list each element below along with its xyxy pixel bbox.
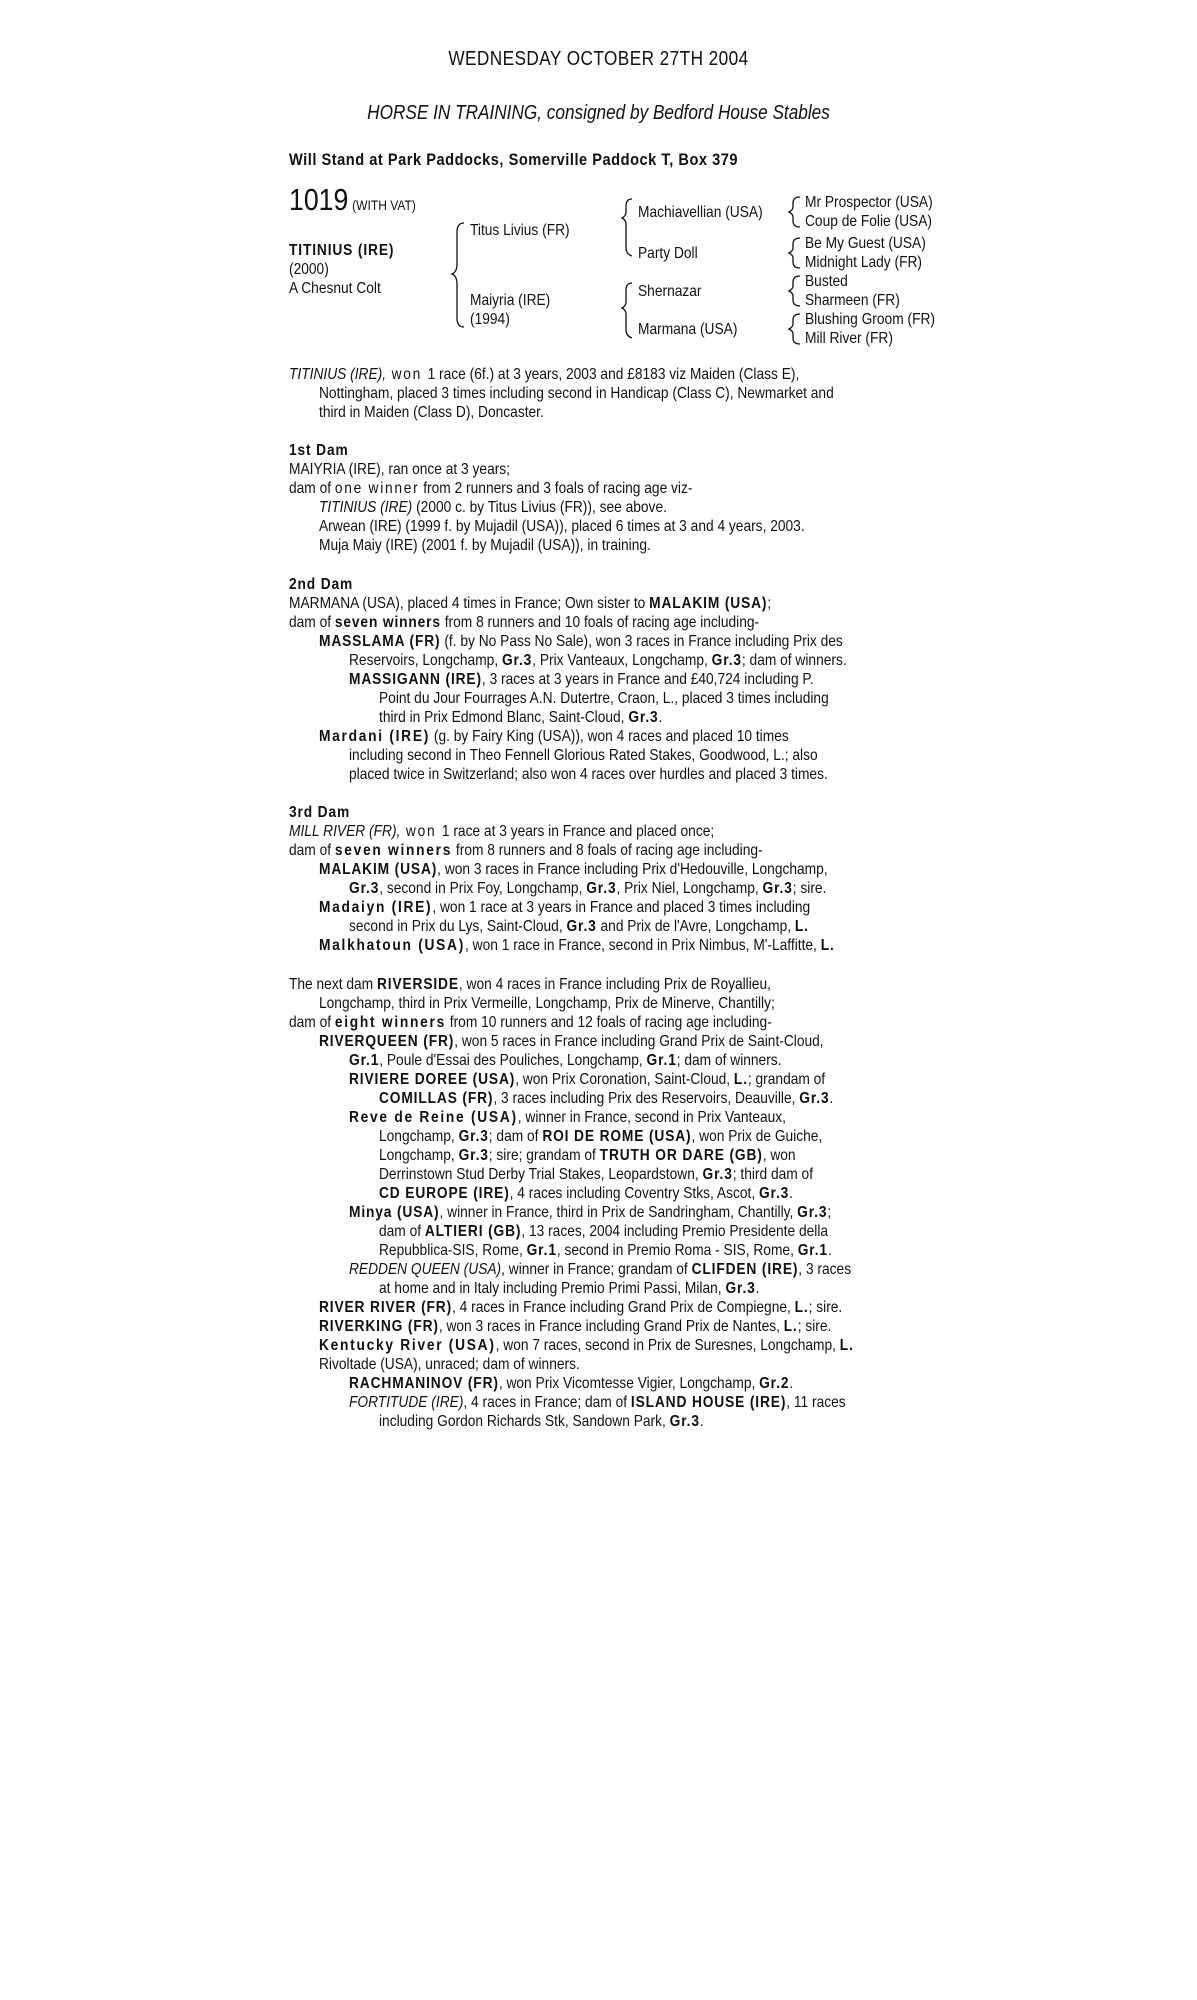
pedigree-g5: Busted xyxy=(805,273,848,290)
dam-line: Kentucky River (USA), won 7 races, second in Prix de Suresnes, Longchamp, L. xyxy=(319,1337,854,1354)
pedigree-g1: Mr Prospector (USA) xyxy=(805,194,933,211)
record-line: TITINIUS (IRE), won 1 race (6f.) at 3 years, 2003 and £8183 viz Maiden (Class E), xyxy=(289,366,800,383)
dam-line: RIVERQUEEN (FR), won 5 races in France including Grand Prix de Saint-Cloud, xyxy=(319,1033,824,1050)
dam-line: including Gordon Richards Stk, Sandown Park, Gr.3. xyxy=(379,1413,704,1430)
dam-line: Longchamp, Gr.3; dam of ROI DE ROME (USA), won Prix de Guiche, xyxy=(379,1128,823,1145)
dam-line: Muja Maiy (IRE) (2001 f. by Mujadil (USA)), in training. xyxy=(319,537,651,554)
dam-line: dam of eight winners from 10 runners and 12 foals of racing age including- xyxy=(289,1014,772,1031)
vat-note: (WITH VAT) xyxy=(352,197,416,213)
dam-line: Malkhatoun (USA), won 1 race in France, second in Prix Nimbus, M'-Laffitte, L. xyxy=(319,937,835,954)
section-heading: 1st Dam xyxy=(289,442,349,459)
section-heading: 2nd Dam xyxy=(289,576,354,593)
dam-line: RACHMANINOV (FR), won Prix Vicomtesse Vigier, Longchamp, Gr.2. xyxy=(349,1375,794,1392)
dam-line: including second in Theo Fennell Glorious Rated Stakes, Goodwood, L.; also xyxy=(349,747,818,764)
dam-line: Derrinstown Stud Derby Trial Stakes, Leopardstown, Gr.3; third dam of xyxy=(379,1166,814,1183)
dam-line: dam of ALTIERI (GB), 13 races, 2004 including Premio Presidente della xyxy=(379,1223,829,1240)
pedigree-sire-dam: Party Doll xyxy=(638,245,698,262)
brace-3d xyxy=(789,314,800,344)
horse-year: (2000) xyxy=(289,261,329,278)
pedigree-g8: Mill River (FR) xyxy=(805,330,893,347)
pedigree-sire-sire: Machiavellian (USA) xyxy=(638,204,763,221)
pedigree-g6: Sharmeen (FR) xyxy=(805,292,900,309)
dam-line: The next dam RIVERSIDE, won 4 races in France including Prix de Royallieu, xyxy=(289,976,771,993)
dam-line: MASSLAMA (FR) (f. by No Pass No Sale), won 3 races in France including Prix des xyxy=(319,633,843,650)
horse-description: A Chesnut Colt xyxy=(289,280,381,297)
dam-line: RIVER RIVER (FR), 4 races in France including Grand Prix de Compiegne, L.; sire. xyxy=(319,1299,843,1316)
dam-line: MILL RIVER (FR), won 1 race at 3 years in France and placed once; xyxy=(289,823,715,840)
pedigree-g3: Be My Guest (USA) xyxy=(805,235,926,252)
dam-line: Reservoirs, Longchamp, Gr.3, Prix Vanteaux, Longchamp, Gr.3; dam of winners. xyxy=(349,652,847,669)
brace-3c xyxy=(789,276,800,306)
pedigree-dam: Maiyria (IRE) xyxy=(470,292,551,309)
dam-line: CD EUROPE (IRE), 4 races including Coventry Stks, Ascot, Gr.3. xyxy=(379,1185,794,1202)
dam-line: COMILLAS (FR), 3 races including Prix des Reservoirs, Deauville, Gr.3. xyxy=(379,1090,834,1107)
pedigree-dam-year: (1994) xyxy=(470,311,510,328)
horse-name: TITINIUS (IRE) xyxy=(289,242,395,259)
dam-line: RIVIERE DOREE (USA), won Prix Coronation, Saint-Cloud, L.; grandam of xyxy=(349,1071,826,1088)
dam-line: Longchamp, third in Prix Vermeille, Longchamp, Prix de Minerve, Chantilly; xyxy=(319,995,775,1012)
pedigree-braces xyxy=(0,0,1197,360)
dam-line: Repubblica-SIS, Rome, Gr.1, second in Premio Roma - SIS, Rome, Gr.1. xyxy=(379,1242,832,1259)
brace-2a xyxy=(622,199,632,256)
dam-line: TITINIUS (IRE) (2000 c. by Titus Livius (FR)), see above. xyxy=(319,499,667,516)
dam-line: MALAKIM (USA), won 3 races in France including Prix d'Hedouville, Longchamp, xyxy=(319,861,828,878)
dam-line: second in Prix du Lys, Saint-Cloud, Gr.3 and Prix de l'Avre, Longchamp, L. xyxy=(349,918,809,935)
stand-location: Will Stand at Park Paddocks, Somerville Paddock T, Box 379 xyxy=(289,150,739,169)
dam-line: Mardani (IRE) (g. by Fairy King (USA)), won 4 races and placed 10 times xyxy=(319,728,789,745)
first-dam-section xyxy=(289,442,969,556)
dam-line: MAIYRIA (IRE), ran once at 3 years; xyxy=(289,461,511,478)
dam-line: placed twice in Switzerland; also won 4 races over hurdles and placed 3 times. xyxy=(349,766,828,783)
brace-2b xyxy=(622,283,632,338)
pedigree-dam-sire: Shernazar xyxy=(638,283,702,300)
dam-line: REDDEN QUEEN (USA), winner in France; grandam of CLIFDEN (IRE), 3 races xyxy=(349,1261,852,1278)
pedigree-g2: Coup de Folie (USA) xyxy=(805,213,932,230)
consignment-line: HORSE IN TRAINING, consigned by Bedford House Stables xyxy=(367,102,830,124)
dam-line: MARMANA (USA), placed 4 times in France; Own sister to MALAKIM (USA); xyxy=(289,595,772,612)
record-line: Nottingham, placed 3 times including second in Handicap (Class C), Newmarket and xyxy=(319,385,834,402)
next-dam-section xyxy=(289,976,969,1432)
record-line: third in Maiden (Class D), Doncaster. xyxy=(319,404,544,421)
dam-line: Longchamp, Gr.3; sire; grandam of TRUTH OR DARE (GB), won xyxy=(379,1147,796,1164)
brace-1 xyxy=(452,223,464,327)
pedigree-g4: Midnight Lady (FR) xyxy=(805,254,923,271)
brace-3b xyxy=(789,238,800,268)
dam-line: dam of one winner from 2 runners and 3 foals of racing age viz- xyxy=(289,480,693,497)
dam-line: Arwean (IRE) (1999 f. by Mujadil (USA)), placed 6 times at 3 and 4 years, 2003. xyxy=(319,518,805,535)
dam-line: at home and in Italy including Premio Primi Passi, Milan, Gr.3. xyxy=(379,1280,760,1297)
dam-line: third in Prix Edmond Blanc, Saint-Cloud, Gr.3. xyxy=(379,709,663,726)
pedigree-sire: Titus Livius (FR) xyxy=(470,222,570,239)
dam-line: Reve de Reine (USA), winner in France, second in Prix Vanteaux, xyxy=(349,1109,786,1126)
lot-number-value: 1019 xyxy=(289,182,349,217)
pedigree-g7: Blushing Groom (FR) xyxy=(805,311,935,328)
dam-line: MASSIGANN (IRE), 3 races at 3 years in France and £40,724 including P. xyxy=(349,671,814,688)
dam-line: Rivoltade (USA), unraced; dam of winners. xyxy=(319,1356,580,1373)
pedigree-dam-dam: Marmana (USA) xyxy=(638,321,738,338)
dam-line: Madaiyn (IRE), won 1 race at 3 years in France and placed 3 times including xyxy=(319,899,811,916)
second-dam-section xyxy=(289,576,969,785)
section-heading: 3rd Dam xyxy=(289,804,351,821)
sale-date: WEDNESDAY OCTOBER 27TH 2004 xyxy=(448,48,749,70)
dam-line: FORTITUDE (IRE), 4 races in France; dam of ISLAND HOUSE (IRE), 11 races xyxy=(349,1394,846,1411)
dam-line: Gr.1, Poule d'Essai des Pouliches, Longchamp, Gr.1; dam of winners. xyxy=(349,1052,782,1069)
dam-line: dam of seven winners from 8 runners and 8 foals of racing age including- xyxy=(289,842,763,859)
third-dam-section xyxy=(289,804,969,956)
dam-line: Minya (USA), winner in France, third in Prix de Sandringham, Chantilly, Gr.3; xyxy=(349,1204,832,1221)
dam-line: RIVERKING (FR), won 3 races in France including Grand Prix de Nantes, L.; sire. xyxy=(319,1318,832,1335)
dam-line: Point du Jour Fourrages A.N. Dutertre, Craon, L., placed 3 times including xyxy=(379,690,829,707)
dam-line: Gr.3, second in Prix Foy, Longchamp, Gr.3, Prix Niel, Longchamp, Gr.3; sire. xyxy=(349,880,827,897)
brace-3a xyxy=(789,197,800,227)
race-record xyxy=(289,366,969,423)
dam-line: dam of seven winners from 8 runners and 10 foals of racing age including- xyxy=(289,614,760,631)
